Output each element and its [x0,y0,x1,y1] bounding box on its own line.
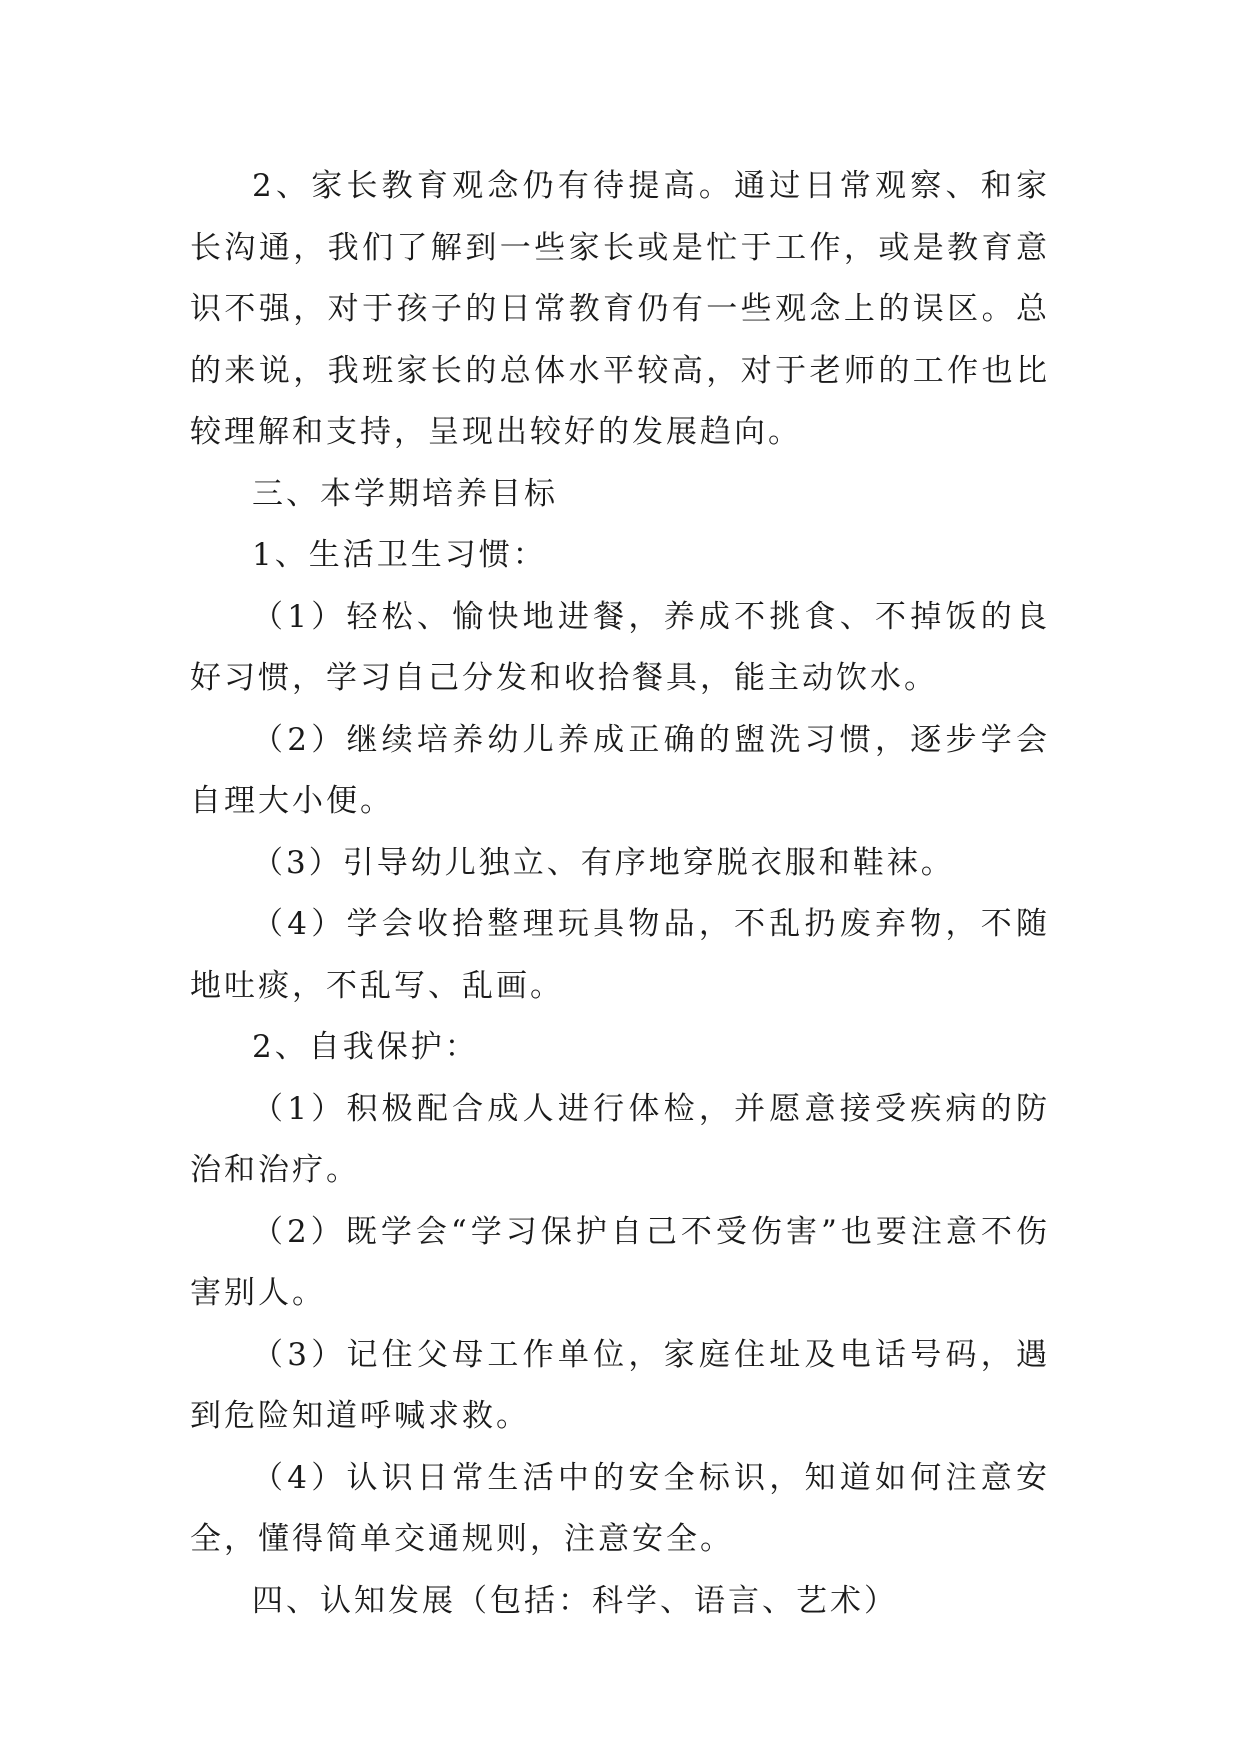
list-item-protection-1: （1）积极配合成人进行体检，并愿意接受疾病的防治和治疗。 [190,1090,1050,1188]
document-body [190,156,1050,1632]
list-item-hygiene-3: （3）引导幼儿独立、有序地穿脱衣服和鞋袜。 [252,844,955,881]
list-item-hygiene-2: （2）继续培养幼儿养成正确的盥洗习惯，逐步学会自理大小便。 [190,721,1050,819]
list-item-hygiene-4: （4）学会收拾整理玩具物品，不乱扔废弃物，不随地吐痰，不乱写、乱画。 [190,906,1050,1004]
heading-semester-goals: 三、本学期培养目标 [252,475,558,512]
list-item-protection-4: （4）认识日常生活中的安全标识，知道如何注意安全，懂得简单交通规则，注意安全。 [190,1459,1050,1557]
list-item-protection-3: （3）记住父母工作单位，家庭住址及电话号码，遇到危险知道呼喊求救。 [190,1336,1050,1434]
subheading-hygiene-habits: 1、生活卫生习惯： [252,537,547,573]
list-item-hygiene-1: （1）轻松、愉快地进餐，养成不挑食、不掉饭的良好习惯，学习自己分发和收拾餐具，能主动饮水。 [190,598,1050,696]
paragraph-parent-education-concept: 2、家长教育观念仍有待提高。通过日常观察、和家长沟通，我们了解到一些家长或是忙于工作，或是教育意识不强，对于孩子的日常教育仍有一些观念上的误区。总的来说，我班家长的总体水平较高，对于老师的工作也比较理解和支持，呈现出较好的发展趋向。 [190,168,1050,450]
heading-cognitive-development: 四、认知发展（包括：科学、语言、艺术） [252,1582,898,1619]
subheading-self-protection: 2、自我保护： [252,1029,479,1065]
list-item-protection-2: （2）既学会“学习保护自己不受伤害”也要注意不伤害别人。 [190,1213,1050,1311]
